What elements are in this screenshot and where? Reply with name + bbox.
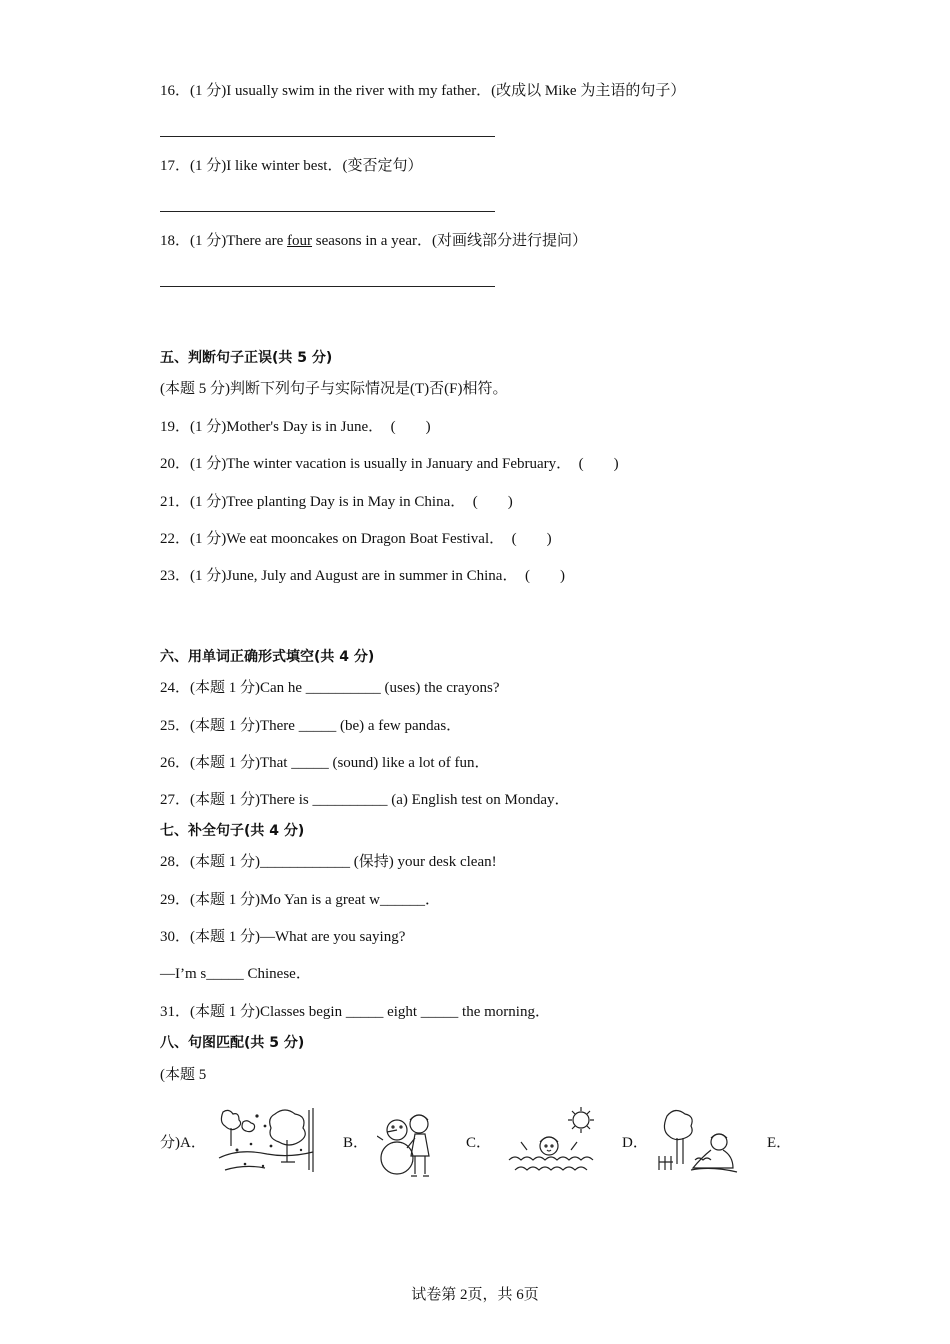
picture-b-snowman-child xyxy=(377,1106,441,1180)
option-b-label: B． xyxy=(343,1135,369,1151)
question-31: 31．(本题 1 分)Classes begin _____ eight _____ the morning． xyxy=(160,1004,550,1020)
question-17: 17．(1 分)I like winter best．(变否定句） xyxy=(160,158,423,174)
question-18 xyxy=(160,231,587,251)
answer-line-16[interactable] xyxy=(160,136,495,137)
picture-a-autumn-trees xyxy=(215,1106,317,1176)
picture-d-planting-tree xyxy=(655,1106,743,1178)
question-30: 30．(本题 1 分)—What are you saying? xyxy=(160,929,406,945)
question-18-suffix: seasons in a year．(对画线部分进行提问） xyxy=(312,233,587,249)
option-d-label: D． xyxy=(622,1135,648,1151)
question-19: 19．(1 分)Mother's Day is in June． ( ) xyxy=(160,419,431,435)
question-22: 22．(1 分)We eat mooncakes on Dragon Boat Festival． ( ) xyxy=(160,531,552,547)
option-e-label: E． xyxy=(767,1135,792,1151)
question-27: 27．(本题 1 分)There is __________ (a) English test on Monday． xyxy=(160,792,570,808)
question-18-prefix: 18．(1 分)There are xyxy=(160,233,288,249)
option-a-label: 分)A． xyxy=(160,1135,206,1151)
question-16: 16．(1 分)I usually swim in the river with my father．(改成以 Mike 为主语的句子） xyxy=(160,83,686,99)
question-23: 23．(1 分)June, July and August are in summer in China． ( ) xyxy=(160,568,565,584)
answer-line-18[interactable] xyxy=(160,286,495,287)
question-24: 24．(本题 1 分)Can he __________ (uses) the crayons? xyxy=(160,680,500,696)
section-8-instruction: (本题 5 xyxy=(160,1067,207,1083)
question-21: 21．(1 分)Tree planting Day is in May in China． ( ) xyxy=(160,494,513,510)
section-7-heading: 七、补全句子(共 4 分) xyxy=(160,823,305,839)
question-20: 20．(1 分)The winter vacation is usually in January and February． ( ) xyxy=(160,456,619,472)
question-25: 25．(本题 1 分)There _____ (be) a few pandas． xyxy=(160,718,462,734)
picture-c-swimming-sun xyxy=(505,1106,603,1180)
question-30-reply: —I’m s_____ Chinese． xyxy=(160,966,311,982)
option-c-label: C． xyxy=(466,1135,492,1151)
question-18-underlined-word: four xyxy=(287,233,313,249)
section-8-heading: 八、句图匹配(共 5 分) xyxy=(160,1035,305,1051)
question-28: 28．(本题 1 分)____________ (保持) your desk clean! xyxy=(160,854,497,870)
section-5-heading: 五、判断句子正误(共 5 分) xyxy=(160,350,333,366)
question-26: 26．(本题 1 分)That _____ (sound) like a lot of fun． xyxy=(160,755,490,771)
question-29: 29．(本题 1 分)Mo Yan is a great w______． xyxy=(160,892,440,908)
answer-line-17[interactable] xyxy=(160,211,495,212)
section-5-instruction: (本题 5 分)判断下列句子与实际情况是(T)否(F)相符。 xyxy=(160,381,508,397)
page-footer: 试卷第 2页，共 6页 xyxy=(411,1287,539,1303)
section-6-heading: 六、用单词正确形式填空(共 4 分) xyxy=(160,649,375,665)
